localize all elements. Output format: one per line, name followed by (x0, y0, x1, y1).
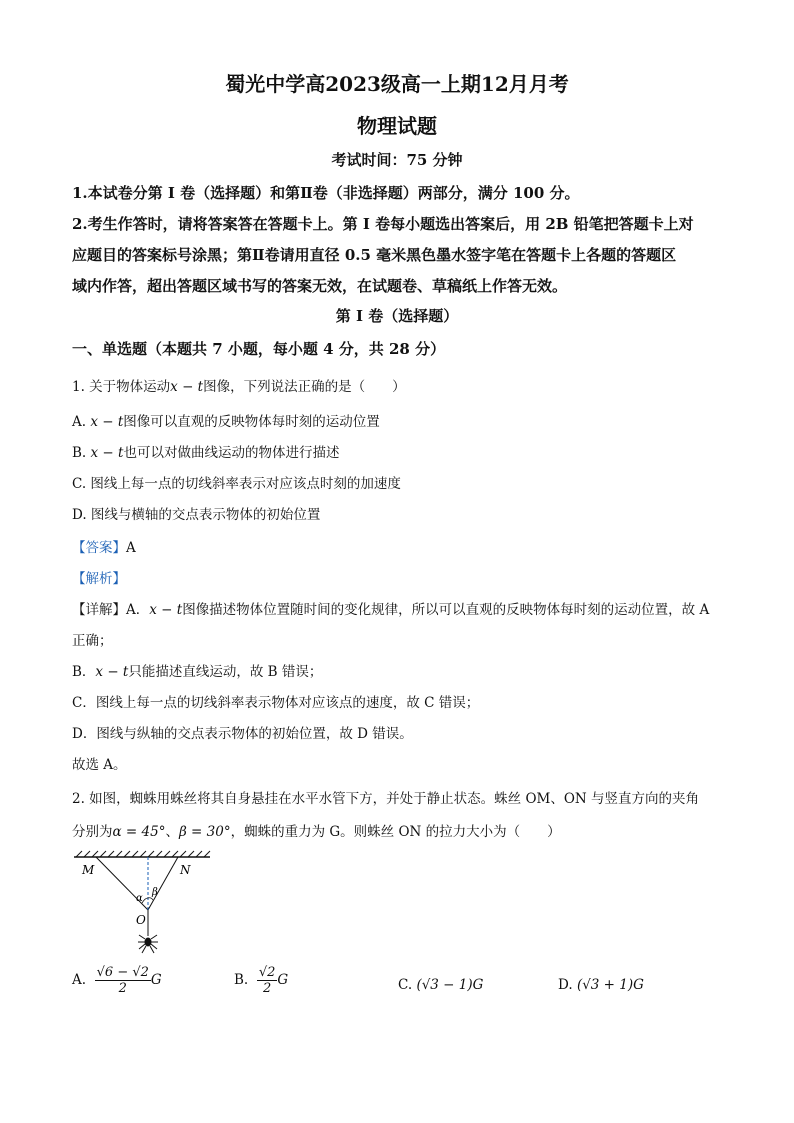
option-b-fraction (257, 965, 278, 996)
q1-detail-a (72, 598, 709, 618)
detail-tag: 【详解】 (72, 602, 126, 618)
instruction-line-3: 应题目的答案标号涂黑；第Ⅱ卷请用直径 0.5 毫米黑色墨水签字笔在答题卡上各题的答题区 (72, 246, 677, 264)
option-expr: (√3 + 1)G (576, 977, 644, 993)
detail-math: x − t (95, 664, 129, 680)
option-tail: G (277, 972, 289, 988)
q1-detail-b (72, 660, 322, 680)
q1-stem-math: x − t (170, 379, 204, 395)
instruction-line-2: 2.考生作答时，请将答案答在答题卡上。第 I 卷每小题选出答案后，用 2B 铅笔把答题卡上对 (72, 215, 694, 233)
q1-option-b (72, 441, 339, 461)
detail-math: x − t (149, 602, 183, 618)
q1-detail-c: C．图线上每一点的切线斜率表示物体对应该点的速度，故 C 错误； (72, 695, 480, 711)
fraction-denominator: 2 (118, 981, 127, 996)
q1-choose: 故选 A。 (72, 757, 127, 773)
q2-option-a (72, 965, 162, 996)
option-label: A. (72, 972, 87, 988)
option-tail: G (150, 972, 162, 988)
option-a-fraction (95, 965, 151, 996)
option-text: 图像可以直观的反映物体每时刻的运动位置 (123, 414, 380, 430)
label-n: N (180, 863, 191, 877)
label-alpha: α (136, 893, 143, 904)
detail-label: B． (72, 664, 96, 680)
option-label: A. (72, 414, 87, 430)
part1-title: 第 I 卷（选择题） (335, 307, 459, 325)
q2-spider-figure (72, 848, 212, 956)
detail-label: A． (126, 602, 150, 618)
label-m: M (82, 863, 95, 877)
q1-detail-a-cont: 正确； (72, 633, 113, 649)
q2-stem-line-1: 2. 如图，蜘蛛用蛛丝将其自身悬挂在水平水管下方，并处于静止状态。蛛丝 OM、ON 与竖直方向的夹角 (72, 791, 700, 807)
answer-value: A (126, 540, 136, 556)
answer-tag: 【答案】 (72, 540, 126, 556)
option-label: C. (398, 977, 413, 993)
option-label: D. (558, 977, 573, 993)
q2-stem-line-2 (72, 820, 561, 840)
fraction-denominator: 2 (262, 981, 272, 996)
thread-on (148, 857, 178, 910)
q1-stem (72, 375, 406, 395)
q2-option-b (234, 965, 288, 996)
exam-time: 考试时间：75 分钟 (331, 151, 463, 169)
option-math: x − t (90, 445, 124, 461)
q1-answer (72, 536, 136, 556)
option-label: B. (234, 972, 249, 988)
q1-stem-text: 1. 关于物体运动 (72, 379, 171, 395)
q2-sep: 、 (165, 824, 179, 840)
q1-stem-text-end: 图像，下列说法正确的是（ ） (203, 379, 406, 395)
q1-option-d: D. 图线与横轴的交点表示物体的初始位置 (72, 507, 321, 523)
detail-text: 图像描述物体位置随时间的变化规律，所以可以直观的反映物体每时刻的运动位置，故 A (182, 602, 710, 618)
ceiling-hatch (76, 851, 210, 857)
q2-option-d (558, 977, 644, 993)
option-text: 也可以对做曲线运动的物体进行描述 (123, 445, 340, 461)
spider-icon (138, 935, 158, 953)
label-o: O (136, 913, 146, 927)
q2-option-c (398, 977, 483, 993)
detail-text: 只能描述直线运动，故 B 错误； (128, 664, 323, 680)
alpha-arc (142, 898, 148, 903)
q2-alpha-eq: α = 45° (112, 824, 166, 840)
q1-option-c: C. 图线上每一点的切线斜率表示对应该点时刻的加速度 (72, 476, 401, 492)
option-math: x − t (90, 414, 124, 430)
fraction-numerator: √6 − √2 (96, 965, 149, 980)
instruction-line-4: 域内作答，超出答题区域书写的答案无效，在试题卷、草稿纸上作答无效。 (72, 277, 568, 295)
q2-beta-eq: β = 30° (178, 824, 231, 840)
option-label: B. (72, 445, 87, 461)
instruction-line-1: 1.本试卷分第 I 卷（选择题）和第Ⅱ卷（非选择题）两部分，满分 100 分。 (72, 184, 580, 202)
q1-detail-d: D．图线与纵轴的交点表示物体的初始位置，故 D 错误。 (72, 726, 413, 742)
label-beta: β (152, 887, 158, 898)
q1-analysis-tag: 【解析】 (72, 571, 126, 587)
fraction-numerator: √2 (258, 965, 276, 980)
beta-arc (148, 898, 153, 900)
option-expr: (√3 − 1)G (416, 977, 484, 993)
q2-stem-text: 分别为 (72, 824, 113, 840)
exam-title: 蜀光中学高2023级高一上期12月月考 (225, 72, 569, 96)
q2-stem-text-end: ，蜘蛛的重力为 G。则蛛丝 ON 的拉力大小为（ ） (230, 824, 561, 840)
section-heading: 一、单选题（本题共 7 小题，每小题 4 分，共 28 分） (72, 340, 446, 358)
subject-title: 物理试题 (357, 114, 437, 138)
q1-option-a (72, 410, 380, 430)
